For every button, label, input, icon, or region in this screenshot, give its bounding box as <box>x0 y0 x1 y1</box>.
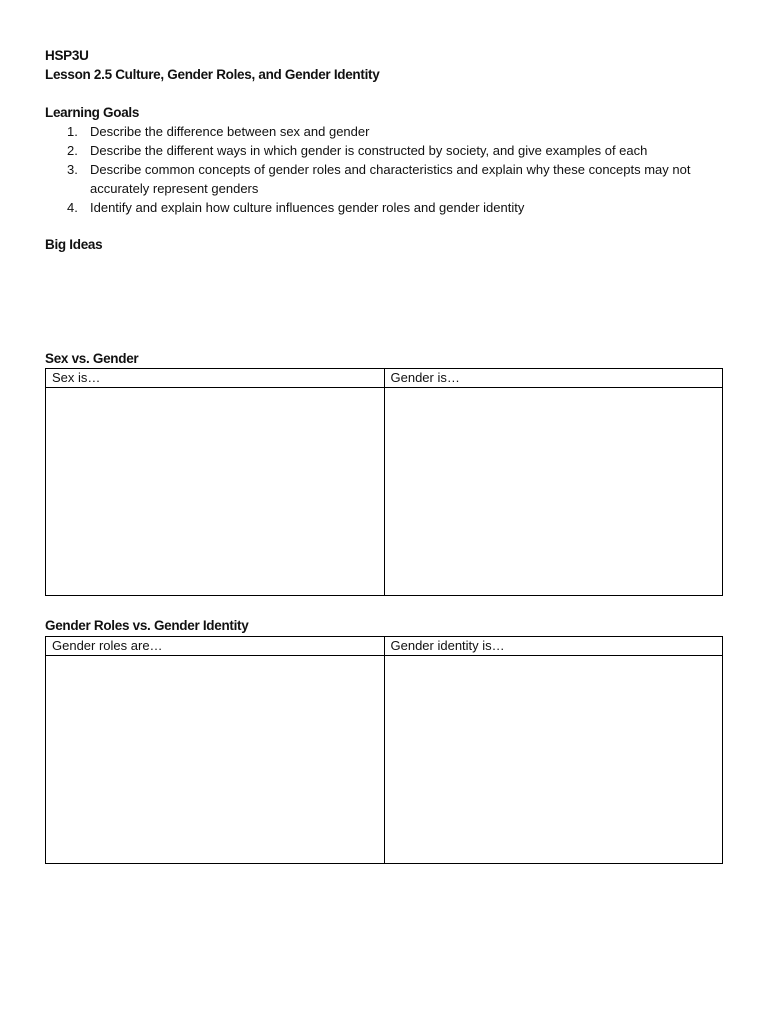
learning-goal-item <box>45 122 723 141</box>
gender-roles-header: Gender roles are… <box>46 637 385 656</box>
lesson-title: Lesson 2.5 Culture, Gender Roles, and Gender Identity <box>45 67 380 82</box>
gender-is-header: Gender is… <box>384 369 723 388</box>
big-ideas-heading: Big Ideas <box>45 237 103 252</box>
learning-goal-text: Identify and explain how culture influences gender roles and gender identity <box>90 200 525 215</box>
learning-goal-item <box>45 141 723 160</box>
gender-identity-answer-cell[interactable] <box>384 656 723 864</box>
learning-goals-heading: Learning Goals <box>45 105 140 120</box>
table-answer-row <box>46 656 723 864</box>
gender-is-answer-cell[interactable] <box>384 388 723 596</box>
roles-vs-identity-table <box>45 636 723 864</box>
learning-goal-text: Describe the different ways in which gender is constructed by society, and give examples of each <box>90 143 648 158</box>
document-page <box>45 46 723 254</box>
learning-goal-item <box>45 160 723 198</box>
table-header-row <box>46 369 723 388</box>
table-header-row <box>46 637 723 656</box>
sex-vs-gender-table <box>45 368 723 596</box>
roles-vs-identity-title: Gender Roles vs. Gender Identity <box>45 618 249 633</box>
gender-identity-header: Gender identity is… <box>384 637 723 656</box>
learning-goals-list <box>45 122 723 217</box>
sex-vs-gender-title: Sex vs. Gender <box>45 351 139 366</box>
learning-goal-number: 4. <box>67 200 78 215</box>
sex-is-header: Sex is… <box>46 369 385 388</box>
sex-is-answer-cell[interactable] <box>46 388 385 596</box>
learning-goal-number: 2. <box>67 143 78 158</box>
gender-roles-answer-cell[interactable] <box>46 656 385 864</box>
learning-goal-text: Describe common concepts of gender roles and characteristics and explain why these concepts may not accurately represent genders <box>90 162 691 196</box>
table-answer-row <box>46 388 723 596</box>
course-code: HSP3U <box>45 48 89 63</box>
learning-goal-number: 1. <box>67 124 78 139</box>
learning-goal-text: Describe the difference between sex and gender <box>90 124 370 139</box>
learning-goal-number: 3. <box>67 162 78 177</box>
learning-goal-item <box>45 198 723 217</box>
